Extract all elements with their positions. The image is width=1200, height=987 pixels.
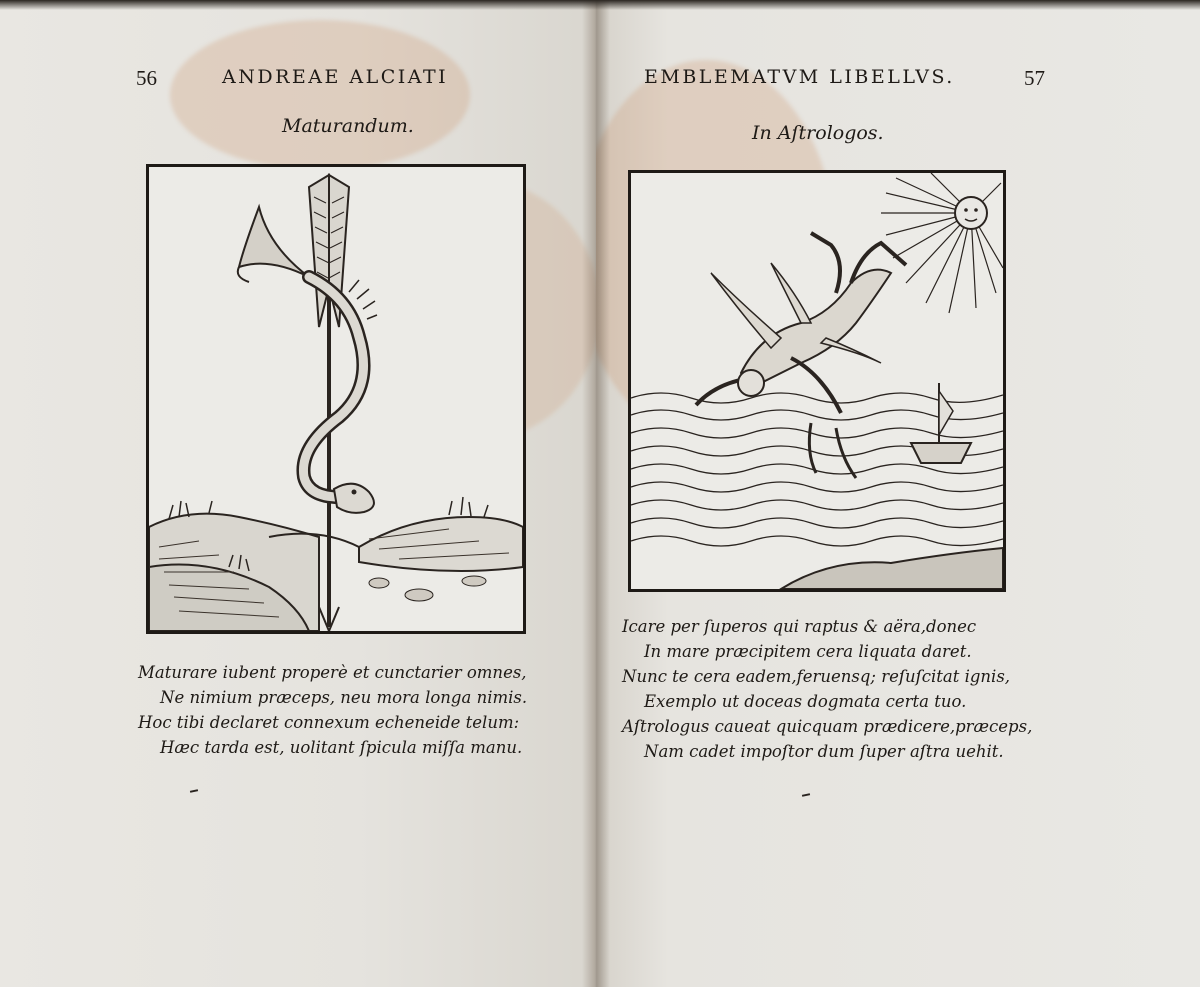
verse-line: Ne nimium præceps, neu mora longa nimis. [160,688,528,707]
ink-mark [802,793,810,797]
book-gutter [582,0,610,987]
page-number: 56 [136,66,157,90]
woodcut-dolphin-arrow [146,164,526,634]
running-head: ANDREAE ALCIATI [222,66,449,88]
verse-line: Exemplo ut doceas dogmata certa tuo. [644,692,967,711]
verse-line: Nam cadet impoſtor dum ſuper aſtra uehit. [644,742,1004,761]
left-page [0,0,596,987]
verse-line: Hoc tibi declaret connexum echeneide telum: [138,713,520,732]
icarus-illustration [631,173,1003,589]
verse-line: Nunc te cera eadem,feruensq; reſuſcitat ignis, [622,667,1011,686]
page-number: 57 [1024,66,1045,90]
book-top-edge [0,0,1200,10]
verse-line: In mare præcipitem cera liquata daret. [644,642,972,661]
verse-line: Hæc tarda est, uolitant ſpicula miſſa manu. [160,738,523,757]
woodcut-icarus [628,170,1006,592]
right-page [596,0,1200,987]
running-head: EMBLEMATVM LIBELLVS. [644,66,955,88]
emblem-verse [138,660,527,760]
verse-line: Maturare iubent properè et cunctarier omnes, [138,663,527,682]
dolphin-arrow-illustration [149,167,523,631]
verse-line: Aſtrologus caueat quicquam prædicere,præceps, [622,717,1033,736]
emblem-verse [622,614,1032,764]
ink-mark [190,789,198,793]
water-stain [170,20,470,170]
emblem-title: In Aſtrologos. [752,122,884,144]
verse-line: Icare per ſuperos qui raptus & aëra,donec [622,617,977,636]
emblem-title: Maturandum. [282,115,414,137]
